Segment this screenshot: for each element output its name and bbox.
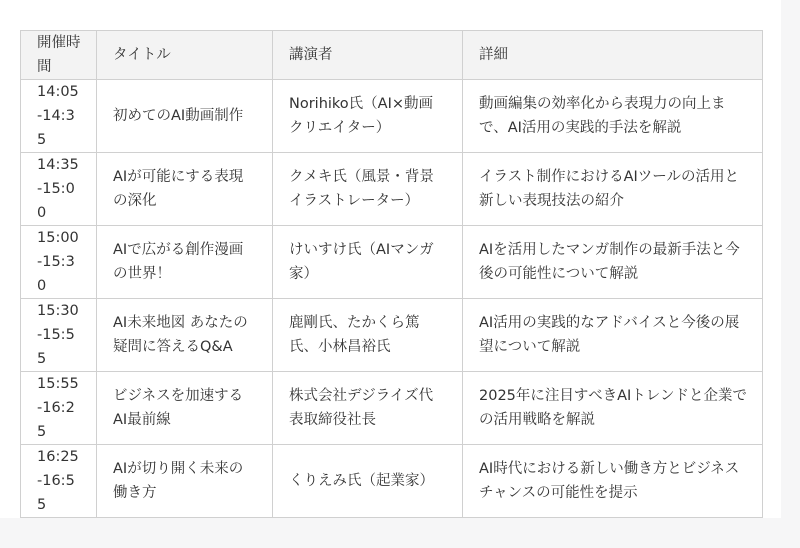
detail-cell: イラスト制作におけるAIツールの活用と新しい表現技法の紹介 xyxy=(463,153,763,226)
header-row xyxy=(21,31,763,80)
time-cell: 16:25-16:55 xyxy=(21,445,97,518)
time-cell: 15:55-16:25 xyxy=(21,372,97,445)
detail-cell: 2025年に注目すべきAIトレンドと企業での活用戦略を解説 xyxy=(463,372,763,445)
table-row xyxy=(21,80,763,153)
speaker-cell: Norihiko氏（AI×動画クリエイター） xyxy=(273,80,463,153)
title-cell: AIで広がる創作漫画の世界！ xyxy=(97,226,273,299)
header-time: 開催時間 xyxy=(21,31,97,80)
speaker-cell: 株式会社デジライズ代表取締役社長 xyxy=(273,372,463,445)
table-row xyxy=(21,226,763,299)
title-cell: AI未来地図 あなたの疑問に答えるQ&A xyxy=(97,299,273,372)
speaker-cell: クメキ氏（風景・背景イラストレーター） xyxy=(273,153,463,226)
title-cell: AIが可能にする表現の深化 xyxy=(97,153,273,226)
time-cell: 14:35-15:00 xyxy=(21,153,97,226)
speaker-cell: 鹿剛氏、たかくら篤氏、小林昌裕氏 xyxy=(273,299,463,372)
title-cell: 初めてのAI動画制作 xyxy=(97,80,273,153)
title-cell: ビジネスを加速するAI最前線 xyxy=(97,372,273,445)
speaker-cell: くりえみ氏（起業家） xyxy=(273,445,463,518)
table-row xyxy=(21,372,763,445)
detail-cell: AI活用の実践的なアドバイスと今後の展望について解説 xyxy=(463,299,763,372)
table-row xyxy=(21,299,763,372)
table-row xyxy=(21,153,763,226)
detail-cell: AIを活用したマンガ制作の最新手法と今後の可能性について解説 xyxy=(463,226,763,299)
table-body xyxy=(21,80,763,518)
header-detail: 詳細 xyxy=(463,31,763,80)
time-cell: 15:30-15:55 xyxy=(21,299,97,372)
speaker-cell: けいすけ氏（AIマンガ家） xyxy=(273,226,463,299)
table-row xyxy=(21,445,763,518)
table-header xyxy=(21,31,763,80)
header-speaker: 講演者 xyxy=(273,31,463,80)
detail-cell: AI時代における新しい働き方とビジネスチャンスの可能性を提示 xyxy=(463,445,763,518)
time-cell: 15:00-15:30 xyxy=(21,226,97,299)
title-cell: AIが切り開く未来の働き方 xyxy=(97,445,273,518)
detail-cell: 動画編集の効率化から表現力の向上まで、AI活用の実践的手法を解説 xyxy=(463,80,763,153)
schedule-table xyxy=(20,30,763,518)
time-cell: 14:05-14:35 xyxy=(21,80,97,153)
header-title: タイトル xyxy=(97,31,273,80)
